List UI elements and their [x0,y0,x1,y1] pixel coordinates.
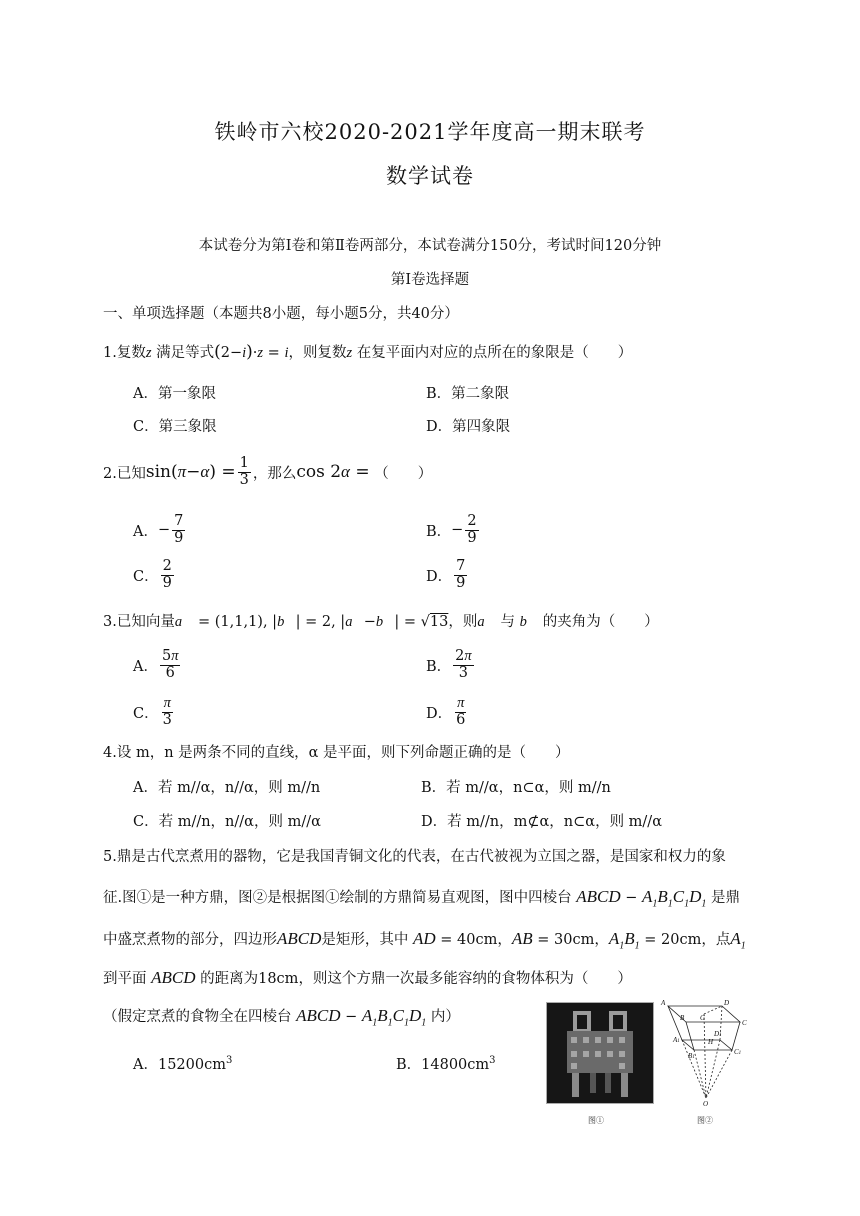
q4-option-c: C．若 m//n，n//α，则 m//α [133,814,321,830]
label-a1: A1 [673,1036,680,1044]
q2-option-d: D． $\frac{7}{9}$ [426,558,466,591]
page-title: 铁岭市六校2020-2021学年度高一期末联考 [214,120,646,144]
q1-option-b: B．第二象限 [426,386,510,402]
q4-option-a: A．若 m//α，n//α，则 m//n [133,780,321,796]
question-5-line-1: 5.鼎是古代烹煮用的器物，它是我国青铜文化的代表，在古代被视为立国之器，是国家和权力的象 [103,849,726,865]
question-3: 3.已知向量a⃗ = (1,1,1), |b⃗| = 2, |a⃗−b⃗| = √13，则a⃗ 与 b⃗ 的夹角为（ ） [103,614,659,630]
q5-option-a: A．$15200cm^3$ [133,1055,233,1073]
label-d1: D1 [714,1030,722,1038]
ding-vessel-image [547,1003,653,1103]
q3-option-c: C． $\frac{\pi}{3}$ [133,695,172,728]
question-5-line-3: 中盛烹煮物的部分，四边形ABCD是矩形，其中 AD = 40cm，AB = 30cm，$A_1B_1 = 20cm$，点$A_1$ [103,929,746,952]
figure-1-caption: 图① [588,1116,604,1125]
label-h: H [708,1038,714,1046]
q5-option-b: B．$14800cm^3$ [396,1055,496,1073]
label-d: D [724,999,730,1007]
label-o: O [703,1100,709,1108]
part-title: 第Ⅰ卷选择题 [390,272,470,288]
q3-option-d: D． $\frac{\pi}{6}$ [426,695,466,728]
question-5-line-2: 征.图①是一种方鼎，图②是根据图①绘制的方鼎简易直观图，图中四棱台 ABCD − $A_1B_1C_1D_1$ 是鼎 [103,887,740,910]
question-5-line-5: （假定烹煮的食物全在四棱台 ABCD − $A_1B_1C_1D_1$ 内） [103,1006,460,1029]
q1-option-d: D．第四象限 [426,419,511,435]
frustum-diagram [660,998,752,1110]
q2-option-a: A． − $\frac{7}{9}$ [133,513,184,546]
q3-option-a: A． $\frac{5\pi}{6}$ [133,648,179,681]
label-c: C [742,1019,747,1027]
q2-option-b: B． − $\frac{2}{9}$ [426,513,477,546]
question-4: 4.设 m，n 是两条不同的直线，α 是平面，则下列命题正确的是（ ） [103,745,570,761]
label-g: G [700,1014,706,1022]
q4-option-b: B．若 m//α，n⊂α，则 m//n [421,780,611,796]
q2-option-c: C． $\frac{2}{9}$ [133,558,172,591]
question-2: 2.已知 sin(π−α) = $\frac{1}{3}$ ，那么 cos 2α = （ ） [103,455,433,488]
q1-option-a: A．第一象限 [133,386,216,402]
q4-option-d: D．若 m//n，m⊄α，n⊂α，则 m//α [421,814,662,830]
label-b: B [680,1014,685,1022]
exam-note: 本试卷分为第Ⅰ卷和第Ⅱ卷两部分，本试卷满分150分，考试时间120分钟 [198,238,662,254]
question-5-line-4: 到平面 ABCD 的距离为18cm，则这个方鼎一次最多能容纳的食物体积为（ ） [103,968,632,987]
label-a: A [661,999,666,1007]
figure-2-caption: 图② [697,1116,713,1125]
section-heading: 一、单项选择题（本题共8小题，每小题5分，共40分） [103,306,459,322]
q1-option-c: C．第三象限 [133,419,217,435]
page-subtitle: 数学试卷 [386,164,474,188]
question-1: 1.复数z 满足等式(2−i)·z = i，则复数z 在复平面内对应的点所在的象限是（ ） [103,342,633,362]
q3-option-b: B． $\frac{2\pi}{3}$ [426,648,472,681]
ding-photo [546,1002,654,1104]
label-c1: C1 [734,1048,742,1056]
label-b1: B1 [688,1052,695,1060]
